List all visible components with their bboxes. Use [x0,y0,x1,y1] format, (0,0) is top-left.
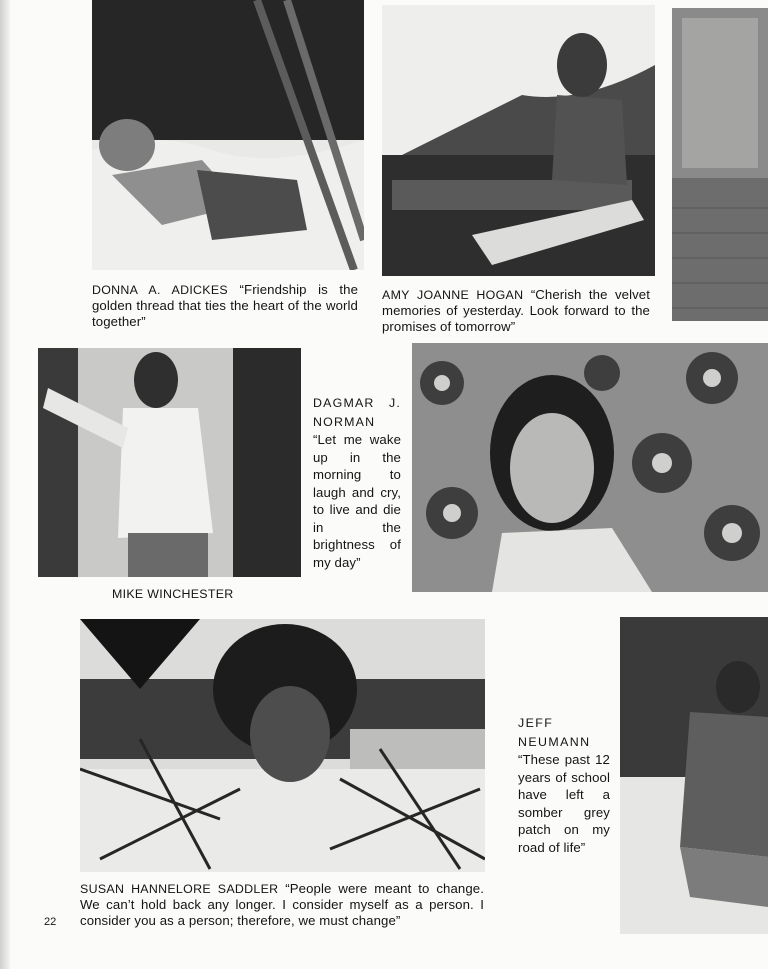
caption-mike-winchester [112,586,312,602]
photo-mike-winchester [38,348,301,577]
student-quote: “Cherish the velvet memories of yesterday. Look forward to the promises of tomorrow” [382,287,651,334]
photo-right-edge-relief [672,8,768,321]
page-number: 22 [44,916,57,928]
student-quote: “Let me wake up in the morning to laugh and cry, to live and die in the brightness of my day” [313,432,401,570]
student-name: DAGMAR J. NORMAN [313,396,401,429]
student-quote: “People were meant to change. We can’t hold back any longer. I consider myself as a person. I consider you as a person; therefore, we must change” [80,881,484,928]
student-name: JEFF NEUMANN [518,716,591,749]
student-name: MIKE WINCHESTER [112,587,234,601]
student-name: SUSAN HANNELORE SADDLER [80,882,279,896]
photo-dagmar-norman [412,343,768,592]
student-name: DONNA A. ADICKES [92,283,229,297]
photo-susan-saddler [80,619,485,872]
page-gutter [0,0,10,969]
photo-donna-adickes [92,0,364,270]
student-name: AMY JOANNE HOGAN [382,288,524,302]
student-quote: “These past 12 years of school have left a somber grey patch on my road of life” [518,752,610,855]
student-quote: “Friendship is the golden thread that ties the heart of the world together” [92,282,359,329]
photo-amy-hogan [382,5,655,276]
caption-jeff-neumann [518,714,610,856]
caption-susan-saddler [80,881,484,929]
caption-dagmar-norman [313,394,401,571]
caption-donna-adickes [92,282,358,330]
photo-jeff-neumann [620,617,768,934]
caption-amy-hogan [382,287,650,335]
